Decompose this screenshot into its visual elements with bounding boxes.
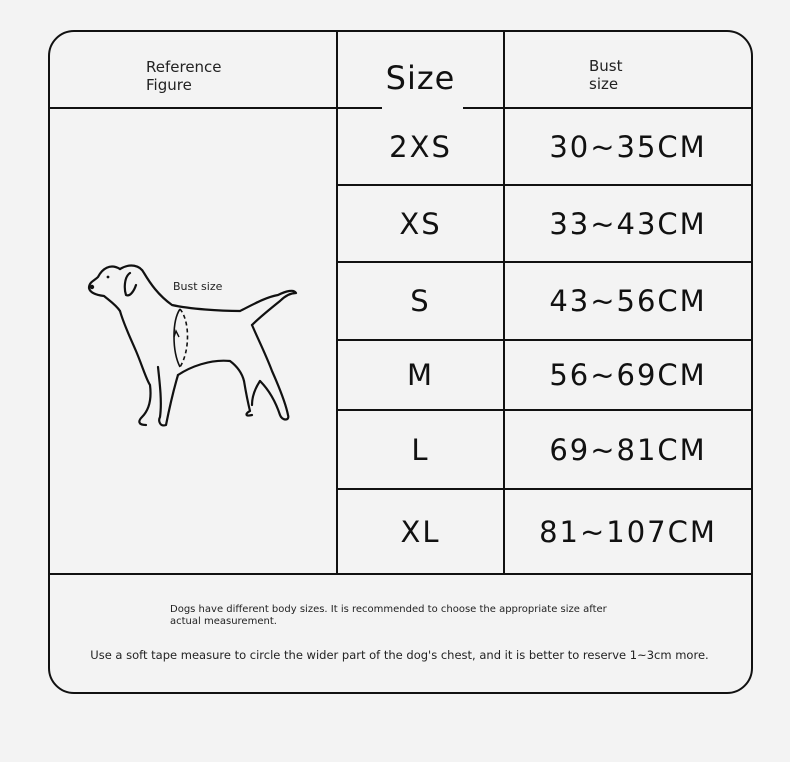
divider-header-left bbox=[49, 107, 382, 109]
note-tape-measure: Use a soft tape measure to circle the wider part of the dog's chest, and it is better to reserve 1~3cm more. bbox=[90, 648, 709, 662]
bust-size-label: Bust size bbox=[173, 280, 223, 293]
divider-footer bbox=[49, 573, 751, 575]
bust-cell: 43~56CM bbox=[549, 284, 707, 318]
size-cell: L bbox=[411, 432, 430, 467]
bust-cell: 81~107CM bbox=[539, 514, 717, 549]
header-reference-line2: Figure bbox=[146, 76, 192, 94]
size-cell: M bbox=[406, 358, 435, 392]
header-size: Size bbox=[385, 59, 456, 97]
header-bust-line2: size bbox=[589, 75, 619, 93]
note-body-sizes: Dogs have different body sizes. It is recommended to choose the appropriate size after actual measurement. bbox=[170, 604, 607, 627]
size-cell: XS bbox=[399, 206, 442, 241]
bust-cell: 33~43CM bbox=[549, 206, 707, 241]
size-cell: XL bbox=[400, 514, 441, 549]
size-cell: 2XS bbox=[389, 129, 452, 164]
bust-cell: 69~81CM bbox=[549, 432, 707, 467]
bust-cell: 56~69CM bbox=[549, 358, 707, 392]
header-reference-line1: Reference bbox=[146, 58, 222, 76]
bust-cell: 30~35CM bbox=[549, 129, 707, 164]
header-reference-figure bbox=[146, 58, 222, 94]
header-bust-size bbox=[589, 57, 623, 93]
header-bust-line1: Bust bbox=[589, 57, 623, 75]
size-cell: S bbox=[410, 284, 431, 318]
